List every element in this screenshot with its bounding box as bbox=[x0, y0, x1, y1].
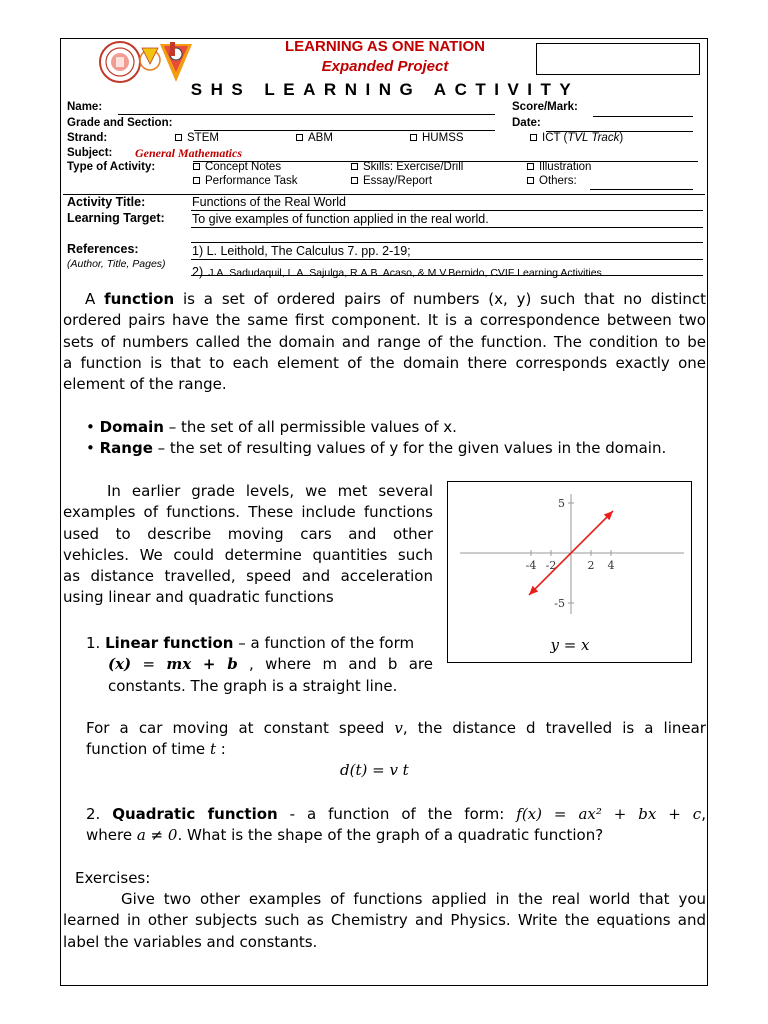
activity-title-line bbox=[191, 210, 703, 211]
score-field[interactable] bbox=[593, 116, 693, 117]
type-skills[interactable]: Skills: Exercise/Drill bbox=[351, 161, 463, 173]
program-title: LEARNING AS ONE NATION bbox=[284, 38, 485, 55]
distance-equation: d(t) = v t bbox=[340, 761, 409, 779]
activity-title-label: Activity Title: bbox=[67, 195, 146, 209]
strand-abm[interactable]: ABM bbox=[296, 132, 333, 144]
deped-logo-icon bbox=[140, 48, 160, 70]
project-logo-icon bbox=[160, 42, 192, 82]
references-label: References: bbox=[67, 242, 139, 256]
checkbox-icon bbox=[351, 177, 358, 184]
linear-function-note: constants. The graph is a straight line. bbox=[108, 677, 398, 695]
y-tick-label: 5 bbox=[558, 497, 565, 510]
score-label: Score/Mark: bbox=[512, 101, 578, 113]
others-field[interactable] bbox=[590, 189, 693, 190]
reference-2-line bbox=[191, 275, 703, 276]
graph-box bbox=[447, 481, 692, 663]
function-definition: A function is a set of ordered pairs of numbers (x, y) such that no distinct ordered pairs have the same first component. It is a correspondence between two sets of numbers called the domain and range of the function. The condition to be a function is that to each element of the domain there corresponds exactly one element of the range. bbox=[63, 290, 707, 394]
activity-type-label: Type of Activity: bbox=[67, 161, 156, 173]
reference-1-line bbox=[191, 259, 703, 260]
x-tick-label: -4 bbox=[525, 559, 537, 572]
date-label: Date: bbox=[512, 117, 541, 129]
learning-target-line bbox=[191, 227, 703, 228]
car-example: For a car moving at constant speed v, the distance d travelled is a linear function of time t : bbox=[86, 719, 706, 759]
range-bullet: • Range – the set of resulting values of y for the given values in the domain. bbox=[86, 439, 667, 457]
school-seal-icon bbox=[100, 42, 140, 82]
checkbox-icon bbox=[410, 134, 417, 141]
type-others[interactable]: Others: bbox=[527, 175, 577, 187]
program-subtitle: Expanded Project bbox=[321, 58, 449, 75]
strand-ict[interactable]: ICT (TVL Track) bbox=[530, 132, 623, 144]
subject-label: Subject: bbox=[67, 147, 113, 159]
section-divider bbox=[63, 194, 705, 195]
x-tick-label: 2 bbox=[587, 559, 595, 572]
checkbox-icon bbox=[527, 177, 534, 184]
type-essay[interactable]: Essay/Report bbox=[351, 175, 432, 187]
exercises-body: Give two other examples of functions applied in the real world that you learned in other subjects such as Chemistry and Physics. Write the equations and label the variables and constants. bbox=[63, 890, 706, 951]
type-performance-task[interactable]: Performance Task bbox=[193, 175, 297, 187]
type-concept-notes[interactable]: Concept Notes bbox=[193, 161, 281, 173]
line-graph bbox=[448, 482, 691, 662]
reference-2: 2) J.A. Sadudaquil, L.A. Sajulga, R.A.B. Acaso, & M.V.Bernido, CVIF Learning Activities bbox=[192, 265, 602, 279]
school-logos bbox=[98, 40, 194, 84]
y-tick-label: -5 bbox=[554, 597, 565, 610]
quadratic-function-item: 2. Quadratic function - a function of the form: f(x) = ax² + bx + c, where a ≠ 0. What is the shape of the graph of a quadratic function? bbox=[86, 805, 706, 845]
checkbox-icon bbox=[175, 134, 182, 141]
checkbox-icon bbox=[351, 163, 358, 170]
score-box[interactable] bbox=[536, 43, 700, 75]
checkbox-icon bbox=[193, 163, 200, 170]
references-top-line bbox=[191, 242, 703, 243]
learning-target-label: Learning Target: bbox=[67, 211, 165, 225]
name-field[interactable] bbox=[118, 114, 495, 115]
x-tick-label: -2 bbox=[545, 559, 557, 572]
name-label: Name: bbox=[67, 101, 103, 113]
activity-heading: SHS LEARNING ACTIVITY bbox=[190, 80, 580, 99]
subject-value: General Mathematics bbox=[135, 146, 242, 160]
checkbox-icon bbox=[296, 134, 303, 141]
type-illustration[interactable]: Illustration bbox=[527, 161, 591, 173]
domain-bullet: • Domain – the set of all permissible values of x. bbox=[86, 418, 457, 436]
exercises-heading: Exercises: bbox=[75, 869, 151, 887]
earlier-grades-paragraph: In earlier grade levels, we met several examples of functions. These include functions used to describe moving cars and other vehicles. We could determine quantities such as distance travelled, speed and acceleration using linear and quadratic functions bbox=[63, 482, 433, 607]
strand-humss[interactable]: HUMSS bbox=[410, 132, 464, 144]
learning-target-value: To give examples of function applied in the real world. bbox=[192, 212, 489, 226]
linear-function-form: (x) = mx + b , where m and b are bbox=[108, 655, 433, 673]
grade-field[interactable] bbox=[194, 130, 495, 131]
strand-label: Strand: bbox=[67, 132, 108, 144]
activity-title-value: Functions of the Real World bbox=[192, 195, 347, 209]
linear-function-item: 1. Linear function – a function of the form bbox=[86, 634, 415, 652]
graph-caption: y = x bbox=[550, 636, 590, 654]
checkbox-icon bbox=[527, 163, 534, 170]
grade-label: Grade and Section: bbox=[67, 117, 173, 129]
x-tick-label: 4 bbox=[607, 559, 615, 572]
references-hint: (Author, Title, Pages) bbox=[67, 258, 166, 270]
checkbox-icon bbox=[193, 177, 200, 184]
strand-stem[interactable]: STEM bbox=[175, 132, 219, 144]
reference-1: 1) L. Leithold, The Calculus 7. pp. 2-19; bbox=[192, 244, 411, 258]
checkbox-icon bbox=[530, 134, 537, 141]
